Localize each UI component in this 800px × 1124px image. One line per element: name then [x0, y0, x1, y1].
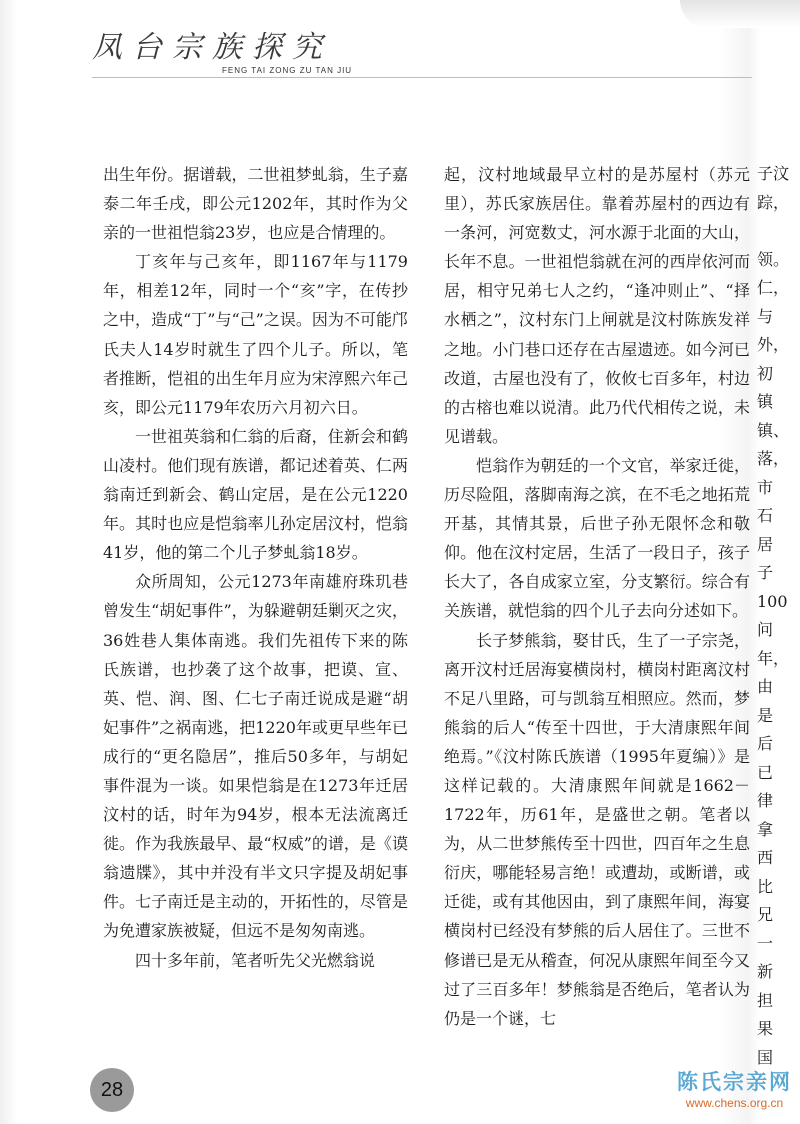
paragraph: 一世祖英翁和仁翁的后裔，住新会和鹤山凌村。他们现有族谱，都记述着英、仁两翁南迁到新会、鹤山定居，是在公元1220年。其时也应是恺翁率儿孙定居汶村，恺翁41岁，他的第二个儿子梦虬翁18岁。 — [103, 426, 408, 563]
header-title: 凤台宗族探究 — [92, 30, 332, 65]
facing-page-edge-text — [757, 160, 800, 1072]
watermark-title: 陈氏宗亲网 — [677, 1070, 792, 1094]
page-number: 28 — [90, 1068, 134, 1112]
edge-line: 石 — [757, 506, 774, 525]
header-rule — [92, 77, 752, 78]
site-watermark — [677, 1066, 792, 1110]
paragraph: 众所周知，公元1273年南雄府珠玑巷曾发生“胡妃事件”，为躲避朝廷剿灭之灾，36姓巷人集体南逃。我们先祖传下来的陈氏族谱，也抄袭了这个故事，把谟、宣、英、恺、润、图、仁七子南迁说成是避“胡妃事件”之祸南逃，把1220年或更早些年已成行的“更名隐居”，推后50多年，与胡妃事件混为一谈。如果恺翁是在1273年迁居汶村的话，时年为94岁，根本无法流离迁徙。作为我族最早、最“权威”的谱，是《谟翁遗牒》，其中并没有半文只字提及胡妃事件。七子南迁是主动的，开拓性的，尽管是为免遭家族被疑，但远不是匆匆南逃。 — [103, 572, 408, 941]
edge-line: 仁， — [757, 278, 790, 297]
edge-line: 一 — [757, 933, 774, 953]
running-header — [92, 30, 353, 75]
right-column — [444, 160, 750, 1033]
paragraph: 出生年份。据谱载，二世祖梦虬翁，生子嘉泰二年壬戌，即公元1202年，其时作为父亲的一世祖恺翁23岁，也应是合情理的。 — [103, 165, 408, 243]
edge-line: 比 — [757, 876, 774, 896]
edge-line: 后 — [757, 734, 774, 753]
watermark-url: www.chens.org.cn — [685, 1096, 784, 1110]
edge-line: 与 — [757, 306, 774, 326]
edge-line: 律 — [757, 791, 774, 810]
edge-line: 领。 — [757, 249, 790, 269]
edge-line: 100 — [757, 591, 788, 611]
edge-line: 是 — [757, 705, 774, 725]
edge-line: 落， — [757, 449, 790, 468]
edge-line: 子 — [757, 563, 774, 582]
edge-line: 已 — [757, 762, 774, 782]
edge-line: 由 — [757, 677, 774, 696]
edge-line: 踪， — [757, 192, 790, 212]
edge-line: 居 — [757, 534, 774, 554]
edge-line: 镇 — [757, 392, 774, 411]
edge-line: 初 — [757, 363, 774, 383]
edge-line: 担 — [757, 990, 774, 1010]
edge-line: 拿 — [757, 819, 774, 839]
edge-line: 子汶 — [757, 164, 790, 183]
paragraph: 恺翁作为朝廷的一个文官，举家迁徙，历尽险阻，落脚南海之滨，在不毛之地拓荒开基，其情其景，后世子孙无限怀念和敬仰。他在汶村定居，生活了一段日子，孩子长大了，各自成家立室，分支繁衍。综合有关族谱，就恺翁的四个儿子去向分述如下。 — [444, 455, 750, 621]
edge-line: 西 — [757, 848, 774, 867]
header-subtitle: FENG TAI ZONG ZU TAN JIU — [222, 66, 353, 75]
paragraph: 起，汶村地域最早立村的是苏屋村（苏元里），苏氏家族居住。靠着苏屋村的西边有一条河，河宽数丈，河水源于北面的大山，长年不息。一世祖恺翁就在河的西岸依河而居，相守兄弟七人之约，“逢冲则止”、“择水栖之”，汶村东门上闸就是汶村陈族发祥之地。小门巷口还存在古屋遗迹。如今河已改道，古屋也没有了，攸攸七百多年，村边的古榕也难以说清。此乃代代相传之说，未见谱载。 — [444, 165, 750, 446]
edge-line: 外， — [757, 335, 790, 354]
edge-line: 镇、 — [757, 420, 790, 440]
edge-line: 市 — [757, 477, 774, 497]
edge-line: 新 — [757, 962, 774, 981]
edge-line: 问 — [757, 620, 774, 639]
edge-line: 国 — [757, 1047, 774, 1067]
paragraph: 长子梦熊翁，娶甘氏，生了一子宗尧，离开汶村迁居海宴横岗村，横岗村距离汶村不足八里路，可与凯翁互相照应。然而，梦熊翁的后人“传至十四世，于大清康熙年间绝焉。”《汶村陈氏族谱（1995年夏编）》是这样记载的。大清康熙年间就是1662－1722年，历61年，是盛世之朝。笔者以为，从二世梦熊传至十四世，四百年之生息衍庆，哪能轻易言绝！或遭劫，或断谱，或迁徙，或有其他因由，到了康熙年间，海宴横岗村已经没有梦熊的后人居住了。三世不修谱已是无从稽查，何况从康熙年间至今又过了三百多年！梦熊翁是否绝后，笔者认为仍是一个谜，七 — [444, 630, 750, 1028]
edge-line — [757, 217, 800, 246]
page-curl-shadow — [680, 0, 800, 28]
paragraph: 丁亥年与己亥年，即1167年与1179年，相差12年，同时一个“亥”字，在传抄之中，造成“丁”与“己”之误。因为不可能邝氏夫人14岁时就生了四个儿子。所以，笔者推断，恺祖的出生年月应为宋淳熙六年己亥，即公元1179年农历六月初六日。 — [103, 252, 408, 417]
left-column — [103, 160, 408, 975]
paragraph: 四十多年前，笔者听先父光燃翁说 — [135, 950, 376, 970]
edge-line: 年， — [757, 648, 790, 668]
edge-line: 果 — [757, 1019, 774, 1038]
edge-line: 兄 — [757, 905, 774, 924]
